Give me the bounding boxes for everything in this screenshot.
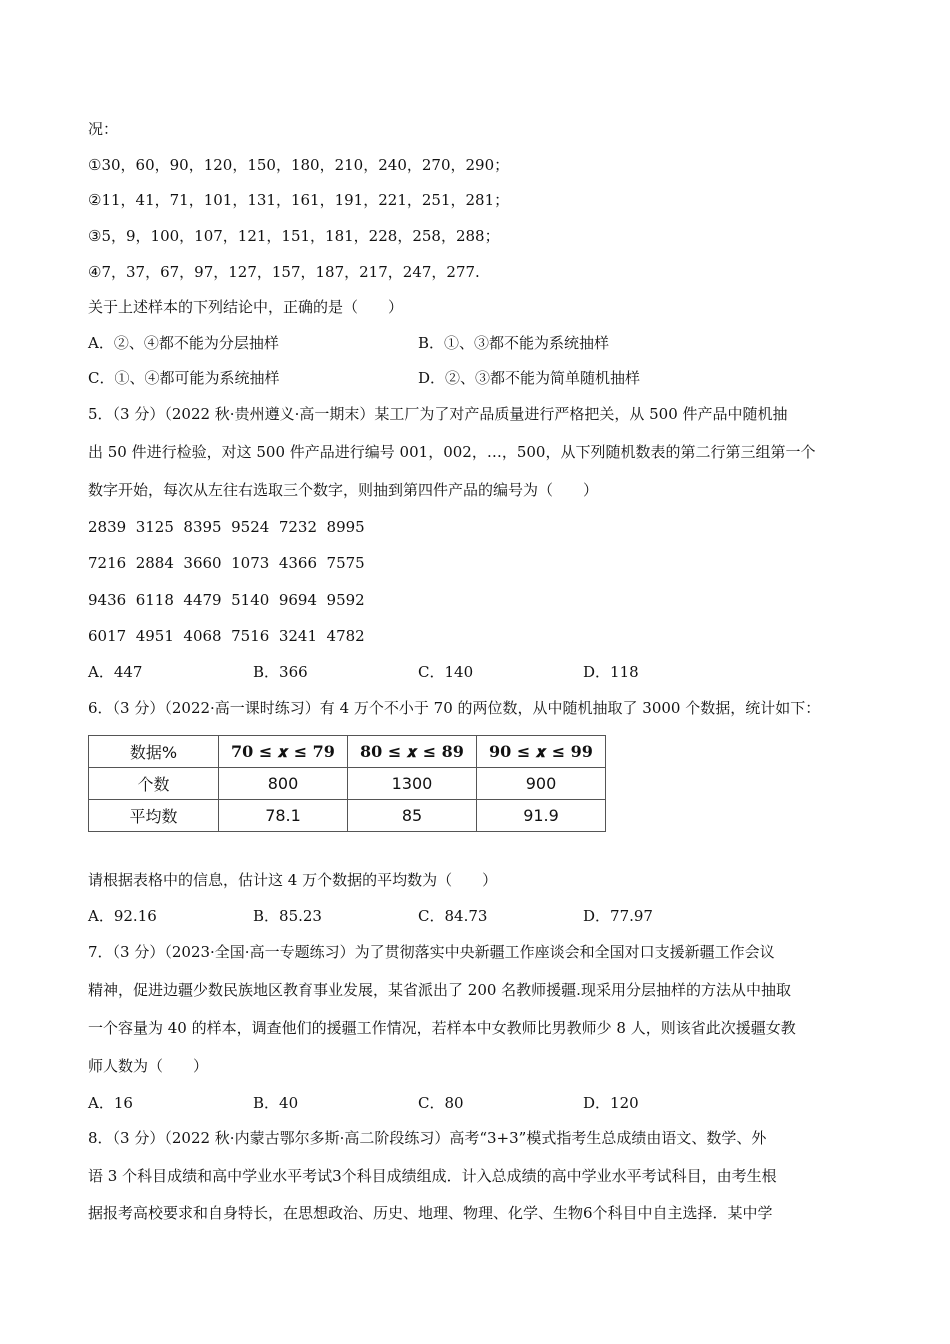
q4-option-a: A．②、④都不能为分层抽样 [88, 334, 279, 352]
statistics-table [88, 735, 606, 832]
q6-option-d: D．77.97 [583, 907, 653, 925]
table-header-row [89, 736, 606, 768]
q5-option-c: C．140 [418, 663, 474, 681]
q4-option-c: C．①、④都可能为系统抽样 [88, 369, 280, 387]
q4-question: 关于上述样本的下列结论中，正确的是（ ） [88, 298, 404, 316]
table-cell: 900 [477, 768, 606, 800]
table-cell: 78.1 [219, 800, 348, 832]
random-table-row-3: 9436 6118 4479 5140 9694 9592 [88, 591, 365, 609]
q6-option-b: B．85.23 [253, 907, 322, 925]
q4-sample-2: ②11，41，71，101，131，161，191，221，251，281； [88, 191, 510, 209]
table-row [89, 800, 606, 832]
table-cell: 800 [219, 768, 348, 800]
q8-stem-line-3: 据报考高校要求和自身特长，在思想政治、历史、地理、物理、化学、生物6个科目中自主选择．某中学 [88, 1204, 773, 1222]
q5-option-a: A．447 [88, 663, 143, 681]
q7-stem-line-2: 精神，促进边疆少数民族地区教育事业发展，某省派出了 200 名教师援疆.现采用分层抽样的方法从中抽取 [88, 981, 791, 999]
q6-option-a: A．92.16 [88, 907, 157, 925]
table-cell: 1300 [348, 768, 477, 800]
q4-sample-4: ④7，37，67，97，127，157，187，217，247，277. [88, 263, 480, 281]
table-cell: 平均数 [89, 800, 219, 832]
q6-question: 请根据表格中的信息，估计这 4 万个数据的平均数为（ ） [88, 871, 498, 889]
q7-stem-line-4: 师人数为（ ） [88, 1057, 209, 1075]
q7-option-d: D．120 [583, 1094, 639, 1112]
q7-stem-line-1: 7．（3 分）（2023·全国·高一专题练习）为了贯彻落实中央新疆工作座谈会和全国对口支援新疆工作会议 [88, 943, 775, 961]
q5-option-d: D．118 [583, 663, 639, 681]
q8-stem-line-1: 8．（3 分）（2022 秋·内蒙古鄂尔多斯·高二阶段练习）高考“3+3”模式指考生总成绩由语文、数学、外 [88, 1129, 767, 1147]
q5-option-b: B．366 [253, 663, 308, 681]
q4-option-d: D．②、③都不能为简单随机抽样 [418, 369, 641, 387]
random-table-row-2: 7216 2884 3660 1073 4366 7575 [88, 554, 365, 572]
table-header-cell: 70 ≤ 𝒙 ≤ 79 [219, 736, 348, 768]
table-cell: 85 [348, 800, 477, 832]
q4-lead: 况： [88, 120, 119, 138]
table-header-cell: 90 ≤ 𝒙 ≤ 99 [477, 736, 606, 768]
q4-option-b: B．①、③都不能为系统抽样 [418, 334, 610, 352]
table-header-cell: 80 ≤ 𝒙 ≤ 89 [348, 736, 477, 768]
random-table-row-1: 2839 3125 8395 9524 7232 8995 [88, 518, 365, 536]
q7-option-c: C．80 [418, 1094, 464, 1112]
q7-option-a: A．16 [88, 1094, 133, 1112]
table-row [89, 768, 606, 800]
q5-stem-line-2: 出 50 件进行检验，对这 500 件产品进行编号 001，002，…，500，从下列随机数表的第二行第三组第一个 [88, 443, 816, 461]
q7-stem-line-3: 一个容量为 40 的样本，调查他们的援疆工作情况，若样本中女教师比男教师少 8 人，则该省此次援疆女教 [88, 1019, 796, 1037]
q6-stem: 6．（3 分）（2022·高一课时练习）有 4 万个不小于 70 的两位数，从中随机抽取了 3000 个数据，统计如下： [88, 699, 821, 717]
table-cell: 91.9 [477, 800, 606, 832]
q5-stem-line-3: 数字开始，每次从左往右选取三个数字，则抽到第四件产品的编号为（ ） [88, 481, 599, 499]
q5-stem-line-1: 5．（3 分）（2022 秋·贵州遵义·高一期末）某工厂为了对产品质量进行严格把关，从 500 件产品中随机抽 [88, 405, 788, 423]
table-header-cell: 数据% [89, 736, 219, 768]
q7-option-b: B．40 [253, 1094, 299, 1112]
q4-sample-3: ③5，9，100，107，121，151，181，228，258，288； [88, 227, 500, 245]
table-cell: 个数 [89, 768, 219, 800]
q8-stem-line-2: 语 3 个科目成绩和高中学业水平考试3个科目成绩组成．计入总成绩的高中学业水平考试科目，由考生根 [88, 1167, 777, 1185]
q6-option-c: C．84.73 [418, 907, 488, 925]
q4-sample-1: ①30，60，90，120，150，180，210，240，270，290； [88, 156, 510, 174]
random-table-row-4: 6017 4951 4068 7516 3241 4782 [88, 627, 365, 645]
